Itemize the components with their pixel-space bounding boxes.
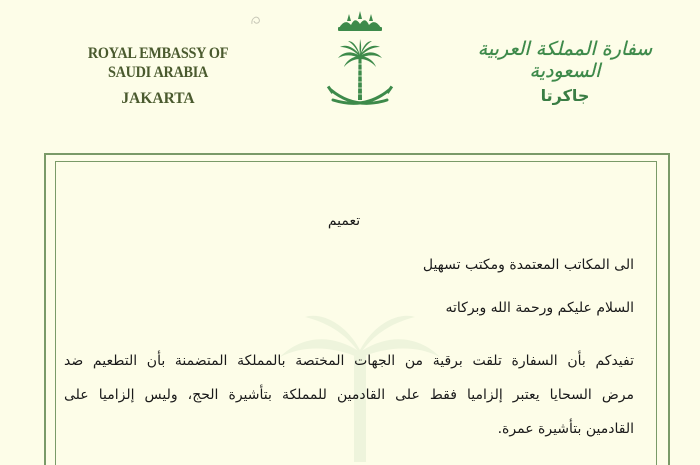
city-name-ar: جاكرتا [540,86,590,105]
paragraph-line: مرض السحايا يعتبر إلزاميا فقط على القادمين للمملكة بتأشيرة الحج، وليس إلزاميا على [64,387,634,403]
scribble-mark-icon [248,10,268,30]
letter-greeting: السلام عليكم ورحمة الله وبركاته [445,300,634,316]
tawhid-calligraphy-icon [338,11,382,31]
city-name-en: JAKARTA [121,89,195,107]
embassy-name-en: ROYAL EMBASSY OF SAUDI ARABIA [87,45,229,82]
arabic-header [460,38,670,105]
english-header [58,44,258,108]
letter-subject: تعميم [327,213,361,229]
palm-and-crossed-swords-icon [325,8,395,120]
letter-paragraph [64,344,634,446]
paragraph-line: القادمين بتأشيرة عمرة. [497,421,634,437]
letter-recipients: الى المكاتب المعتمدة ومكتب تسهيل [422,257,634,273]
paragraph-line: تفيدكم بأن السفارة تلقت برقية من الجهات المختصة بالمملكة المتضمنة بأن التطعيم ضد [64,353,634,369]
embassy-name-ar: سفارة المملكة العربية السعودية [477,38,653,82]
